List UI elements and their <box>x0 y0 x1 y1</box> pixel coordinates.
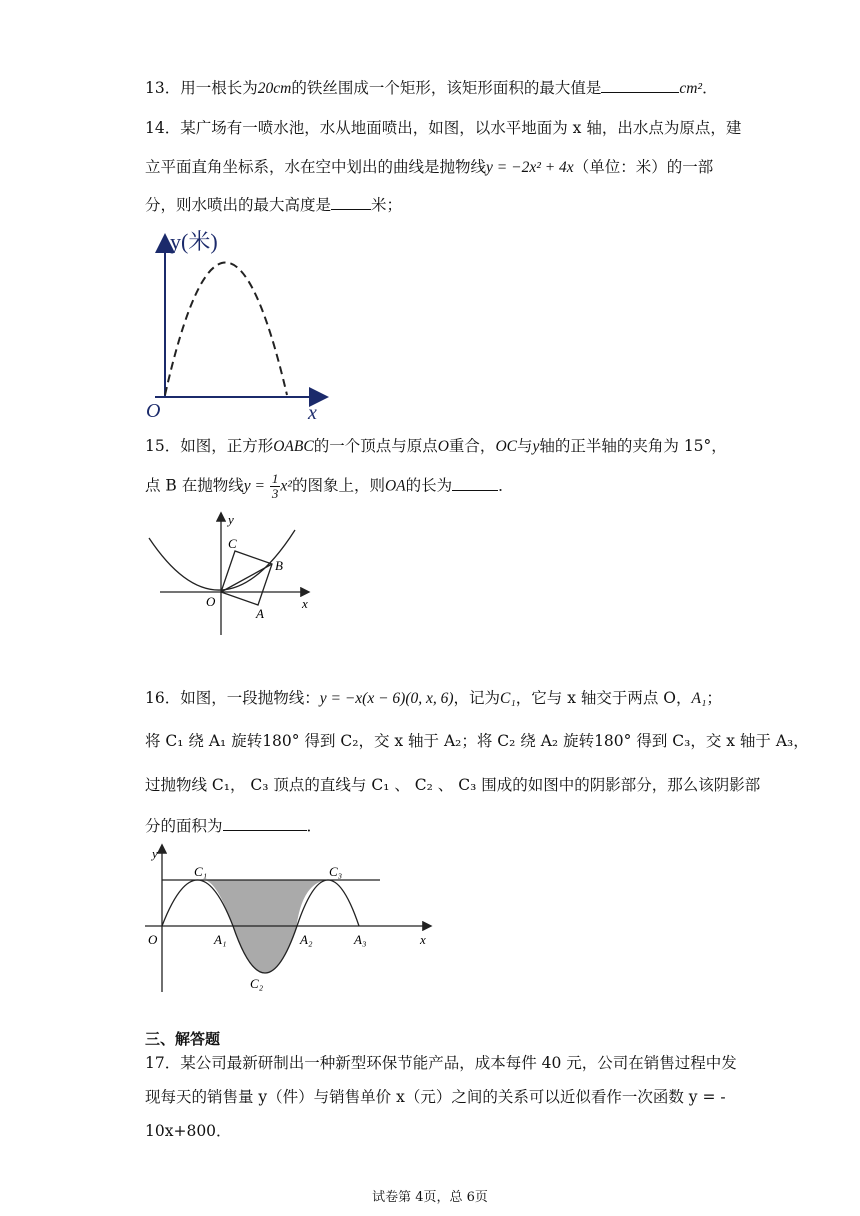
q16-line-2: 将 C₁ 绕 A₁ 旋转180° 得到 C₂，交 x 轴于 A₂；将 C₂ 绕 A₂ 旋转180° 得到 C₃，交 x 轴于 A₃， <box>145 732 809 750</box>
q16-label-a1: A₁ <box>214 932 227 947</box>
q15-label-y: y <box>228 512 234 527</box>
q16-a1: A₁ <box>691 690 707 707</box>
q13-text-b: 的铁丝围成一个矩形，该矩形面积的最大值是 <box>291 79 602 97</box>
q16-label-o: O <box>148 932 158 947</box>
q16-line-3: 过抛物线 C₁， C₃ 顶点的直线与 C₁ 、 C₂ 、 C₃ 围成的如图中的阴影部分，那么该阴影部 <box>145 776 761 794</box>
q15-parabola <box>149 530 295 590</box>
q15-text-h: 的长为 <box>405 476 453 495</box>
q15-text: 15．如图，正方形 <box>145 437 274 455</box>
q16-text-d: ； <box>706 689 722 707</box>
q15-text-i: ． <box>498 476 514 495</box>
q15-label-x: x <box>302 596 308 611</box>
q14-text-c: 分，则水喷出的最大高度是 <box>145 196 332 214</box>
q15-label-a: A <box>256 606 264 621</box>
q13-end: ． <box>702 79 718 97</box>
q15-text-c: 重合， <box>448 437 496 455</box>
q15-label-c: C <box>228 536 237 551</box>
q14-text-b: （单位：米）的一部 <box>573 158 714 176</box>
q16-c1: C₁ <box>500 690 516 707</box>
q16-text-f: ． <box>306 817 323 835</box>
q16-label-y: y <box>152 846 158 861</box>
q15-square: OABC <box>273 438 314 455</box>
q16-label-c2: C₂ <box>250 976 264 991</box>
q16-text-b: ，记为 <box>453 689 501 707</box>
q15-fraction: $\frac{1}{3}$ <box>271 471 279 501</box>
q14-origin-label: O <box>146 400 161 422</box>
q15-text-g: 的图象上，则 <box>291 476 385 495</box>
q15-oc: OC <box>495 438 517 455</box>
q17-line-1: 17．某公司最新研制出一种新型环保节能产品，成本每件 40 元，公司在销售过程中发 <box>145 1054 737 1072</box>
q14-parabola <box>165 263 287 396</box>
q13-line <box>145 77 718 100</box>
q16-text: 16．如图，一段抛物线： <box>145 689 320 707</box>
q15-eq-rhs: x² <box>280 477 292 495</box>
q16-text-c: ，它与 x 轴交于两点 O， <box>515 689 692 707</box>
q15-label-b: B <box>275 558 283 573</box>
q15-y: y <box>532 438 540 455</box>
q14-line-2 <box>145 156 713 179</box>
q14-equation: y = −2x² + 4x <box>486 159 574 176</box>
q15-line-1 <box>145 435 727 458</box>
q16-figure <box>140 840 440 995</box>
q14-x-label: x <box>308 402 317 424</box>
q14-text-d: 米； <box>371 196 403 214</box>
page-footer: 试卷第 4页，总 6页 <box>372 1190 488 1205</box>
q13-answer-blank[interactable] <box>601 78 679 93</box>
q13-text: 13．用一根长为 <box>145 79 258 97</box>
q14-y-label: y(米) <box>170 229 218 254</box>
q17-line-3: 10x+800． <box>145 1122 232 1140</box>
q14-line-1: 14．某广场有一喷水池，水从地面喷出，如图，以水平地面为 x 轴，出水点为原点，建 <box>145 119 742 137</box>
q15-text-e: 轴的正半轴的夹角为 15°， <box>539 437 727 455</box>
q16-label-c3: C₃ <box>329 864 343 879</box>
q16-line-4 <box>145 815 322 837</box>
q15-line-2 <box>145 472 514 501</box>
q16-text-e: 分的面积为 <box>145 817 223 835</box>
q14-answer-blank[interactable] <box>331 195 371 210</box>
q16-line-1 <box>145 687 722 710</box>
q15-eq-lhs: y = <box>243 477 265 495</box>
q15-text-b: 的一个顶点与原点 <box>313 437 438 455</box>
q13-unit: cm² <box>679 80 703 97</box>
q15-origin: O <box>437 438 449 455</box>
q14-text: 立平面直角坐标系，水在空中划出的曲线是抛物线 <box>145 158 487 176</box>
q15-figure <box>145 510 325 640</box>
q15-answer-blank[interactable] <box>452 476 498 491</box>
q16-equation: y = −x(x − 6)(0, x, 6) <box>319 690 454 707</box>
q13-length: 20cm <box>257 80 292 97</box>
q15-oa: OA <box>384 477 406 495</box>
q15-text-f: 点 B 在抛物线 <box>145 476 244 495</box>
q16-label-x: x <box>420 932 426 947</box>
section-heading: 三、解答题 <box>145 1030 221 1048</box>
q15-text-d: 与 <box>516 437 533 455</box>
q16-label-a2: A₂ <box>300 932 313 947</box>
q17-line-2: 现每天的销售量 y（件）与销售单价 x（元）之间的关系可以近似看作一次函数 y = - <box>145 1088 726 1106</box>
q16-label-a3: A₃ <box>354 932 367 947</box>
q16-answer-blank[interactable] <box>223 816 307 831</box>
q14-line-3 <box>145 194 402 216</box>
q14-figure <box>140 225 340 425</box>
q16-label-c1: C₁ <box>194 864 208 879</box>
q15-label-o: O <box>206 594 216 609</box>
